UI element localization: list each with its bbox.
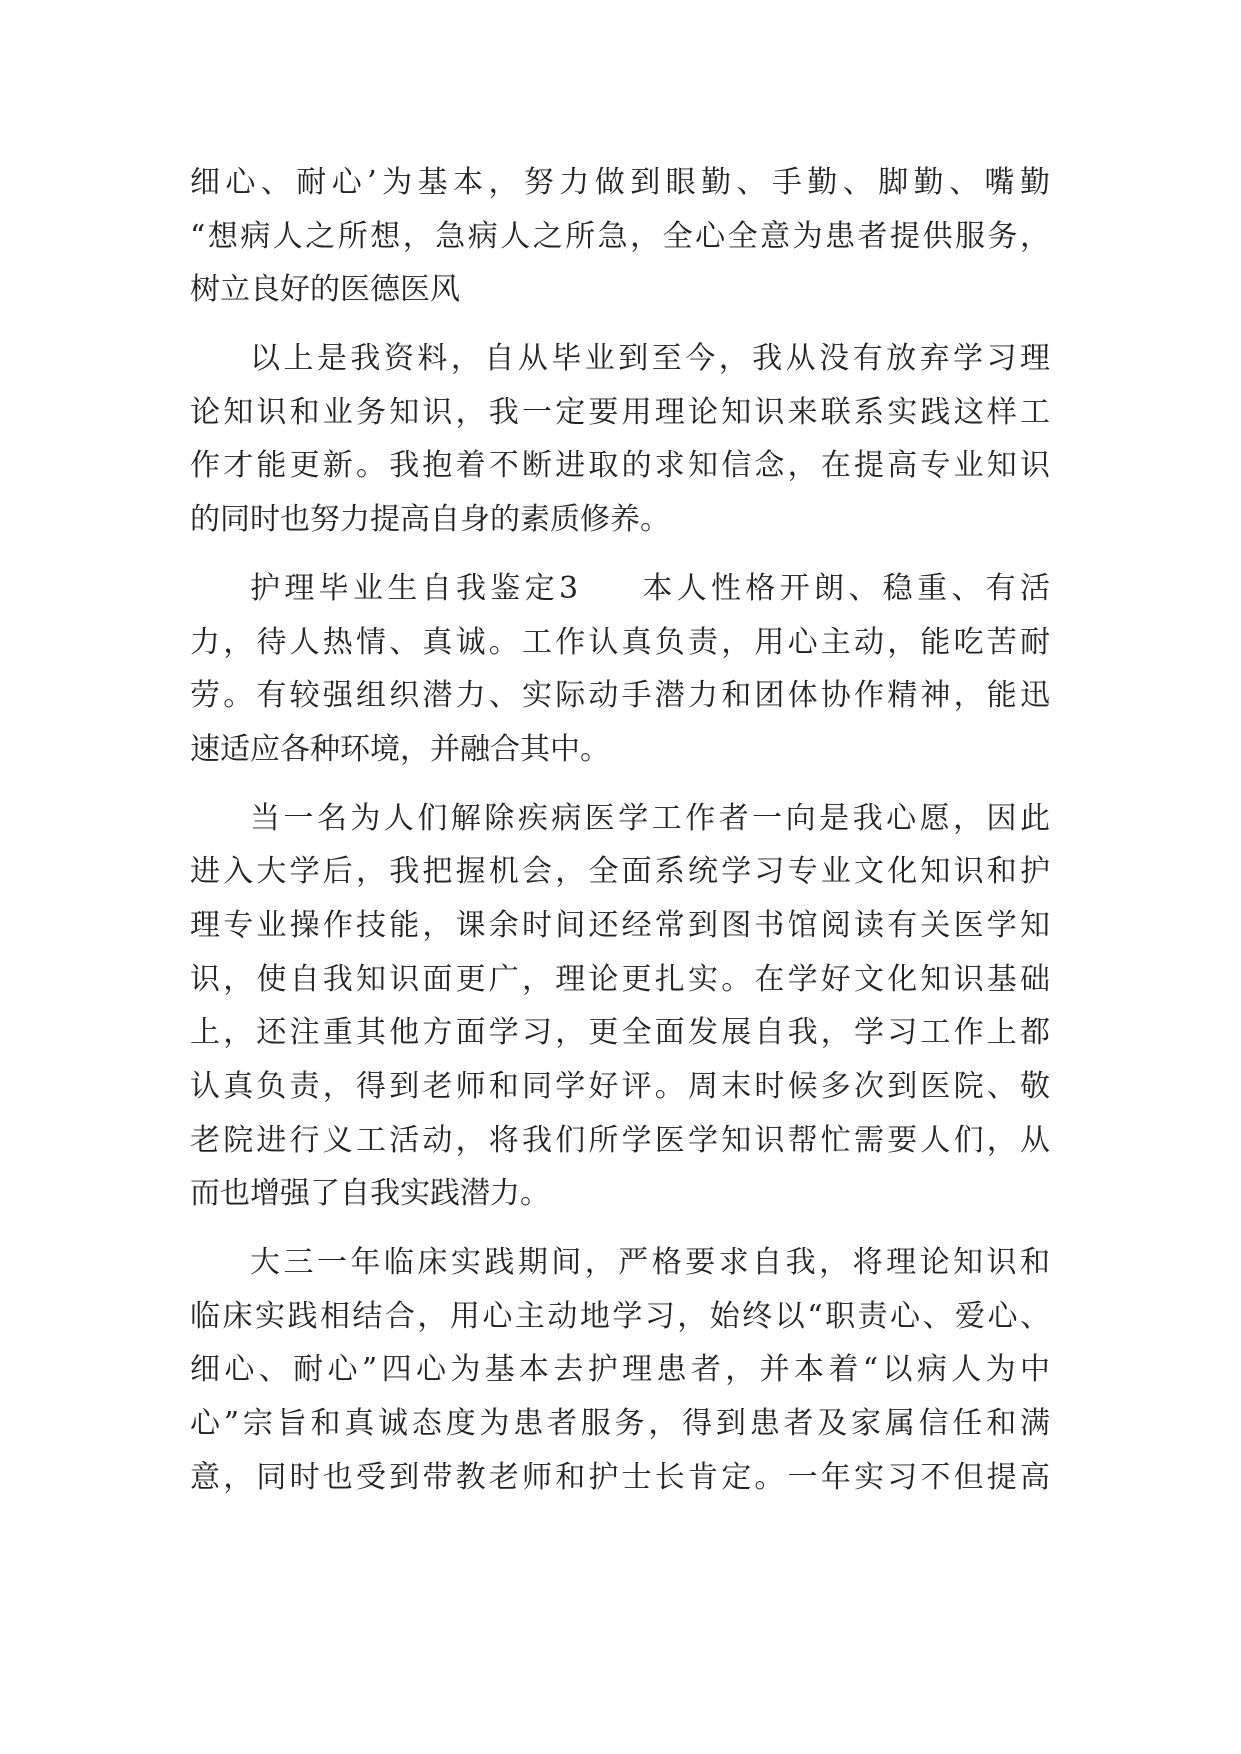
paragraph: [190, 1236, 1050, 1504]
text-line: 上，还注重其他方面学习，更全面发展自我，学习工作上都: [190, 1015, 1050, 1051]
document-body: [190, 156, 1050, 1505]
text-line: 论知识和业务知识，我一定要用理论知识来联系实践这样工: [190, 394, 1050, 430]
text-line: 进入大学后，我把握机会，全面系统学习专业文化知识和护: [190, 854, 1050, 890]
text-line: “想病人之所想，急病人之所急，全心全意为患者提供服务，: [190, 218, 1050, 254]
text-line: 树立良好的医德医风: [190, 272, 460, 308]
paragraph: [190, 562, 1050, 777]
text-line: 意，同时也受到带教老师和护士长肯定。一年实习不但提高: [190, 1459, 1050, 1495]
text-line: 力，待人热情、真诚。工作认真负责，用心主动，能吃苦耐: [190, 624, 1050, 660]
text-line: 心”宗旨和真诚态度为患者服务，得到患者及家属信任和满: [190, 1406, 1050, 1442]
text-line: 临床实践相结合，用心主动地学习，始终以“职责心、爱心、: [190, 1298, 1050, 1334]
text-line: 认真负责，得到老师和同学好评。周末时候多次到医院、敬: [190, 1069, 1050, 1104]
text-line: 的同时也努力提高自身的素质修养。: [190, 502, 670, 538]
text-line: [190, 562, 1050, 616]
text-line: 大三一年临床实践期间，严格要求自我，将理论知识和: [250, 1245, 1050, 1281]
text-line: 细心、耐心”四心为基本去护理患者，并本着“以病人为中: [190, 1352, 1050, 1388]
text-line: 而也增强了自我实践潜力。: [190, 1176, 550, 1212]
paragraph: [190, 332, 1050, 547]
text-line: 老院进行义工活动，将我们所学医学知识帮忙需要人们，从: [190, 1122, 1050, 1158]
text-line: 作才能更新。我抱着不断进取的求知信念，在提高专业知识: [190, 448, 1050, 484]
text-line: 理专业操作技能，课余时间还经常到图书馆阅读有关医学知: [190, 907, 1050, 943]
text-line: 当一名为人们解除疾病医学工作者一向是我心愿，因此: [250, 800, 1050, 836]
text-line: 以上是我资料，自从毕业到至今，我从没有放弃学习理: [250, 341, 1050, 377]
paragraph: [190, 156, 1050, 317]
text-line: 细心、耐心’为基本，努力做到眼勤、手勤、脚勤、嘴勤: [190, 165, 1050, 200]
text-span: 本人性格开朗、稳重、有活: [638, 570, 1050, 606]
paragraph: [190, 792, 1050, 1222]
text-line: 速适应各种环境，并融合其中。: [190, 731, 610, 767]
section-heading: 护理毕业生自我鉴定3: [250, 570, 579, 606]
text-line: 识，使自我知识面更广，理论更扎实。在学好文化知识基础: [190, 961, 1050, 997]
text-line: 劳。有较强组织潜力、实际动手潜力和团体协作精神，能迅: [190, 678, 1050, 714]
